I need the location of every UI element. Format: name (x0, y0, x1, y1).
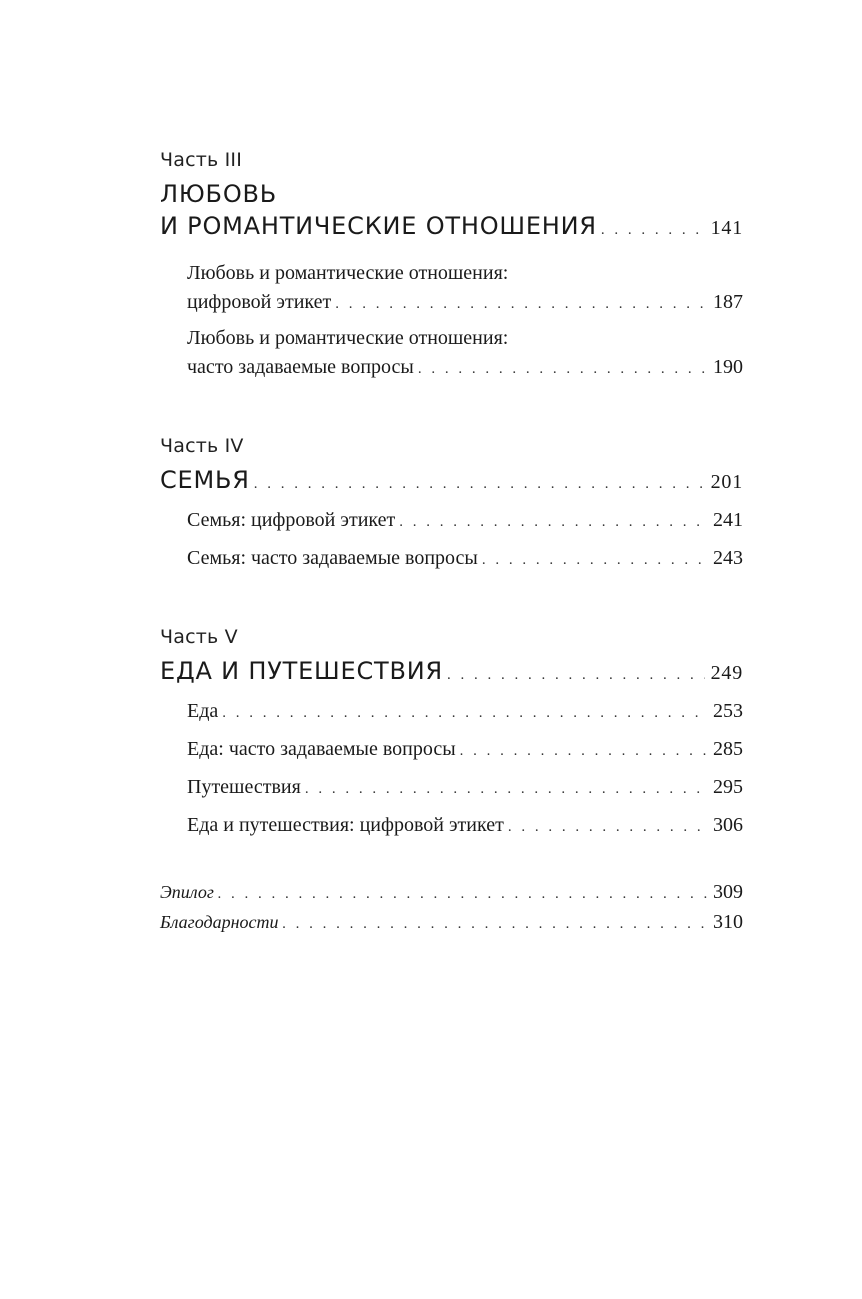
leader-dots (218, 880, 707, 908)
leader-dots (305, 775, 707, 804)
entry-title: Семья: цифровой этикет (187, 509, 396, 531)
leader-dots (335, 290, 707, 319)
page-number: 187 (713, 291, 743, 313)
part-3 (160, 148, 743, 384)
page-number: 253 (713, 700, 743, 722)
entry-title-line1: Любовь и романтические отношения: (187, 327, 509, 349)
part-4 (160, 434, 743, 575)
part-label: Часть IV (160, 435, 244, 457)
page-number: 306 (713, 814, 743, 836)
part-label: Часть V (160, 626, 238, 648)
toc-entry[interactable] (187, 259, 743, 319)
table-of-contents (160, 148, 743, 938)
leader-dots (460, 737, 707, 766)
page-number: 285 (713, 738, 743, 760)
part-title: СЕМЬЯ (160, 466, 250, 494)
toc-entry[interactable] (187, 506, 743, 537)
page-number: 201 (710, 471, 743, 493)
toc-entry[interactable] (187, 324, 743, 384)
leader-dots (222, 699, 707, 728)
entry-title: Путешествия (187, 776, 301, 798)
toc-entry[interactable] (187, 735, 743, 766)
part-title-row[interactable] (160, 655, 743, 691)
page-number: 249 (710, 662, 743, 684)
part-title-row[interactable] (160, 464, 743, 500)
toc-entry[interactable] (187, 544, 743, 575)
leader-dots (482, 546, 707, 575)
leader-dots (601, 214, 705, 246)
entry-title-line2: цифровой этикет (187, 291, 332, 313)
leader-dots (508, 813, 707, 842)
leader-dots (283, 910, 708, 938)
toc-entry[interactable] (187, 697, 743, 728)
page-number: 141 (710, 217, 743, 239)
toc-entry[interactable] (187, 811, 743, 842)
entry-title: Еда (187, 700, 219, 722)
page-number: 295 (713, 776, 743, 798)
page-number: 309 (713, 881, 743, 903)
entry-title: Еда и путешествия: цифровой этикет (187, 814, 504, 836)
page-number: 241 (713, 509, 743, 531)
back-matter (160, 878, 743, 938)
entry-title: Благодарности (160, 912, 279, 932)
entry-title-line1: Любовь и романтические отношения: (187, 262, 509, 284)
leader-dots (254, 468, 705, 500)
part-title-row[interactable] (160, 210, 743, 246)
entry-title: Еда: часто задаваемые вопросы (187, 738, 456, 760)
leader-dots (399, 508, 707, 537)
entry-title: Эпилог (160, 882, 214, 902)
page-number: 243 (713, 547, 743, 569)
toc-entry[interactable] (187, 773, 743, 804)
part-title: И РОМАНТИЧЕСКИЕ ОТНОШЕНИЯ (160, 212, 597, 240)
part-5 (160, 625, 743, 842)
part-label: Часть III (160, 149, 243, 171)
entry-title-line2: часто задаваемые вопросы (187, 356, 414, 378)
leader-dots (418, 355, 707, 384)
entry-title: Семья: часто задаваемые вопросы (187, 547, 478, 569)
page-number: 310 (713, 911, 743, 933)
part-title-line1: ЛЮБОВЬ (160, 180, 278, 208)
part-title: ЕДА И ПУТЕШЕСТВИЯ (160, 657, 443, 685)
leader-dots (447, 659, 705, 691)
page-number: 190 (713, 356, 743, 378)
toc-entry-acknowledgements[interactable] (160, 908, 743, 938)
toc-entry-epilogue[interactable] (160, 878, 743, 908)
